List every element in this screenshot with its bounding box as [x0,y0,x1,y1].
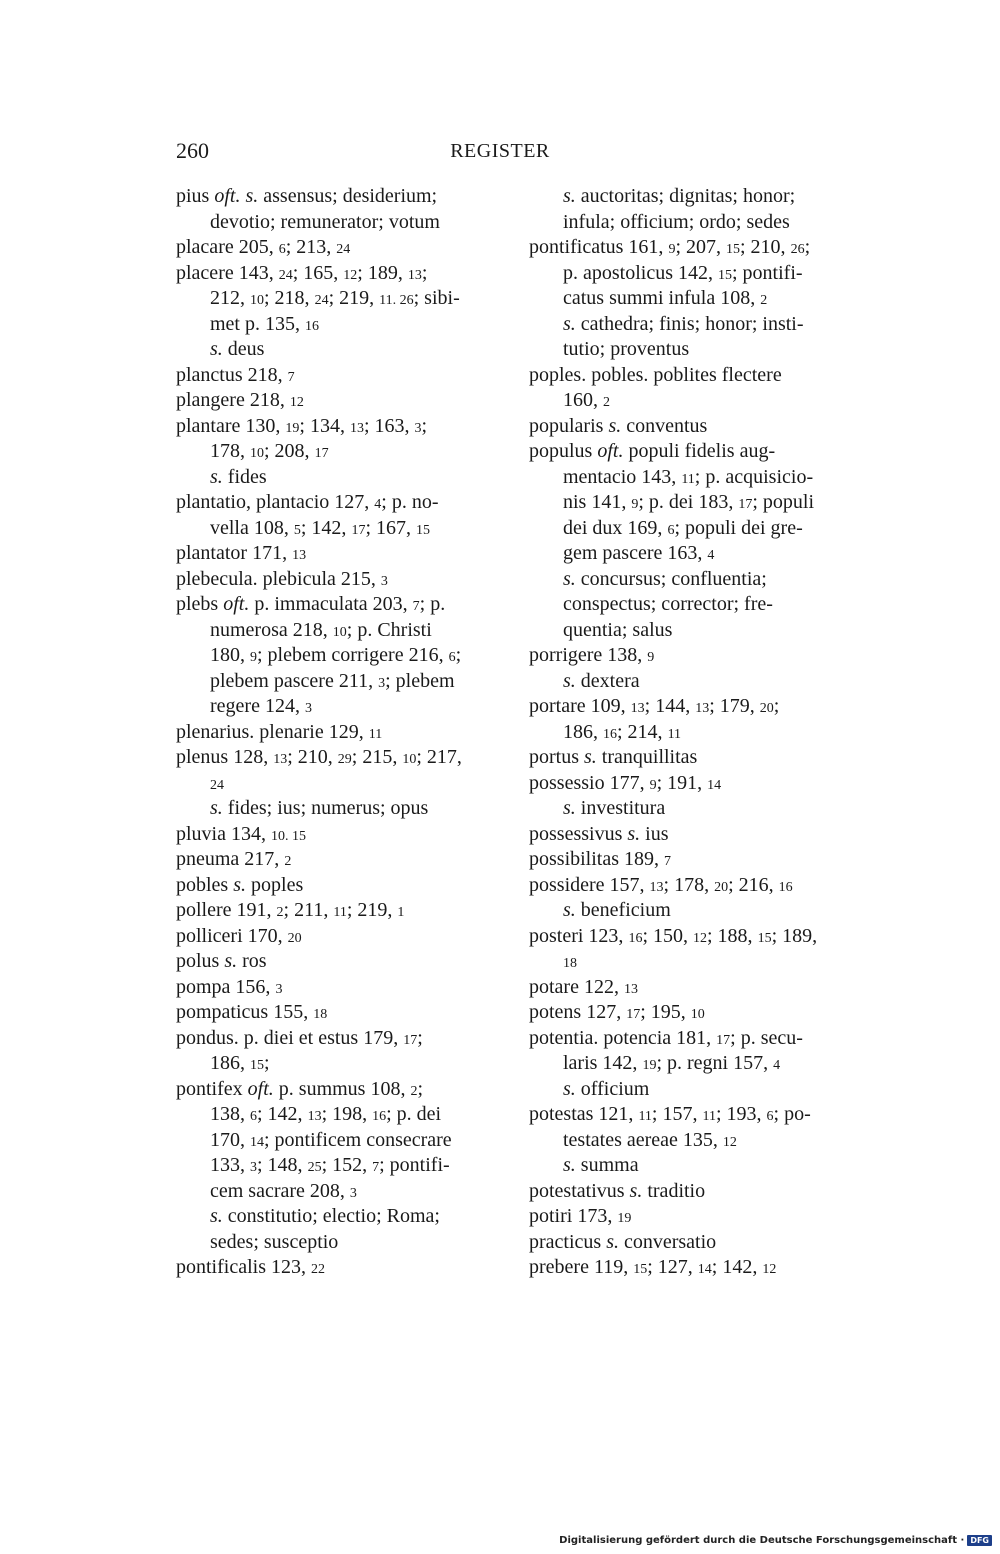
register-line: 170, 14; pontificem consecrare [210,1128,452,1151]
register-line: 186, 16; 214, 11 [563,720,682,743]
register-line: porrigere 138, 9 [529,644,655,666]
register-line: 212, 10; 218, 24; 219, 11. 26; sibi- [210,287,460,309]
register-line: dei dux 169, 6; populi dei gre- [563,516,803,539]
register-line: 18 [563,956,577,971]
register-line: posteri 123, 16; 150, 12; 188, 15; 189, [529,924,818,947]
register-line: 180, 9; plebem corrigere 216, 6; [210,644,462,666]
register-line: s. beneficium [563,899,671,921]
register-line: potestas 121, 11; 157, 11; 193, 6; po- [529,1103,811,1125]
register-line: regere 124, 3 [210,695,312,717]
register-line: pollere 191, 2; 211, 11; 219, 1 [176,899,405,921]
register-line: tutio; proventus [563,338,690,360]
register-line: sedes; susceptio [210,1230,339,1253]
register-line: planctus 218, 7 [176,363,295,386]
dfg-footer [559,1535,992,1546]
register-line: popularis s. conventus [529,414,708,437]
register-line: numerosa 218, 10; p. Christi [210,618,432,641]
register-line: potens 127, 17; 195, 10 [529,1001,705,1023]
register-line: 160, 2 [563,389,610,411]
register-line: pius oft. s. assensus; desiderium; [176,185,438,207]
register-line: conspectus; corrector; fre- [563,593,773,615]
register-line: testates aereae 135, 12 [563,1128,737,1151]
register-line: plebs oft. p. immaculata 203, 7; p. [176,593,446,615]
register-line: polliceri 170, 20 [176,924,302,947]
register-line: plebecula. plebicula 215, 3 [176,567,388,590]
register-line: potare 122, 13 [529,975,638,998]
register-line: s. cathedra; finis; honor; insti- [563,312,804,335]
register-line: met p. 135, 16 [210,312,319,335]
register-line: practicus s. conversatio [529,1230,717,1253]
register-line: quentia; salus [563,618,673,641]
register-line: s. officium [563,1077,650,1100]
register-line: 178, 10; 208, 17 [210,440,329,462]
register-line: 24 [210,777,224,793]
register-line: vella 108, 5; 142, 17; 167, 15 [210,516,430,539]
register-line: s. fides [210,465,267,488]
footer-text: Digitalisierung gefördert durch die Deutsche Forschungsgemeinschaft · [559,1535,965,1546]
register-line: infula; officium; ordo; sedes [563,210,790,233]
register-line: s. auctoritas; dignitas; honor; [563,185,796,207]
register-line: plantatio, plantacio 127, 4; p. no- [176,491,439,513]
register-line: s. concursus; confluentia; [563,567,767,590]
register-line: portus s. tranquillitas [529,746,698,768]
register-line: pontificatus 161, 9; 207, 15; 210, 26; [529,236,811,258]
register-line: possibilitas 189, 7 [529,848,672,870]
register-line: s. dextera [563,669,640,692]
running-head: REGISTER [450,140,550,162]
register-line: mentacio 143, 11; p. acquisicio- [563,465,814,488]
register-line: nis 141, 9; p. dei 183, 17; populi [563,491,815,513]
register-line: potestativus s. traditio [529,1179,706,1202]
register-line: placere 143, 24; 165, 12; 189, 13; [176,261,428,284]
register-line: plebem pascere 211, 3; plebem [210,669,455,692]
register-line: s. fides; ius; numerus; opus [210,797,429,819]
register-column-right [529,184,829,1281]
register-line: plangere 218, 12 [176,389,304,411]
register-line: plantator 171, 13 [176,542,307,564]
register-line: potiri 173, 19 [529,1205,632,1227]
register-line: pompa 156, 3 [176,975,283,998]
register-line: pontificalis 123, 22 [176,1256,325,1278]
register-line: cem sacrare 208, 3 [210,1179,357,1202]
register-line: p. apostolicus 142, 15; pontifi- [563,261,803,284]
register-line: possidere 157, 13; 178, 20; 216, 16 [529,873,793,896]
register-line: populus oft. populi fidelis aug- [529,440,776,462]
register-line: 138, 6; 142, 13; 198, 16; p. dei [210,1103,442,1125]
register-line: polus s. ros [176,950,267,972]
register-line: devotio; remunerator; votum [210,210,440,233]
register-line: s. constitutio; electio; Roma; [210,1205,440,1227]
register-line: possessio 177, 9; 191, 14 [529,771,722,794]
register-line: s. summa [563,1154,639,1176]
register-line: gem pascere 163, 4 [563,542,715,564]
register-line: catus summi infula 108, 2 [563,287,768,309]
register-line: pluvia 134, 10. 15 [176,822,306,845]
register-line: 133, 3; 148, 25; 152, 7; pontifi- [210,1154,450,1176]
register-line: plenus 128, 13; 210, 29; 215, 10; 217, [176,746,462,768]
register-line: pondus. p. diei et estus 179, 17; [176,1026,423,1049]
register-line: plenarius. plenarie 129, 11 [176,720,383,743]
register-line: laris 142, 19; p. regni 157, 4 [563,1052,781,1074]
register-line: possessivus s. ius [529,822,669,845]
register-line: potentia. potencia 181, 17; p. secu- [529,1026,803,1049]
page-number: 260 [176,138,209,163]
register-line: portare 109, 13; 144, 13; 179, 20; [529,695,780,717]
register-line: pobles s. poples [176,873,304,896]
register-line: pneuma 217, 2 [176,848,292,870]
dfg-logo: DFG [967,1535,992,1546]
register-line: plantare 130, 19; 134, 13; 163, 3; [176,414,428,437]
register-column-left [176,184,476,1281]
register-line: s. deus [210,338,265,360]
register-line: pompaticus 155, 18 [176,1001,328,1023]
register-line: placare 205, 6; 213, 24 [176,236,351,258]
register-line: poples. pobles. poblites flectere [529,363,782,386]
register-line: prebere 119, 15; 127, 14; 142, 12 [529,1256,777,1278]
register-line: pontifex oft. p. summus 108, 2; [176,1077,424,1100]
register-line: 186, 15; [210,1052,270,1074]
register-line: s. investitura [563,797,666,819]
